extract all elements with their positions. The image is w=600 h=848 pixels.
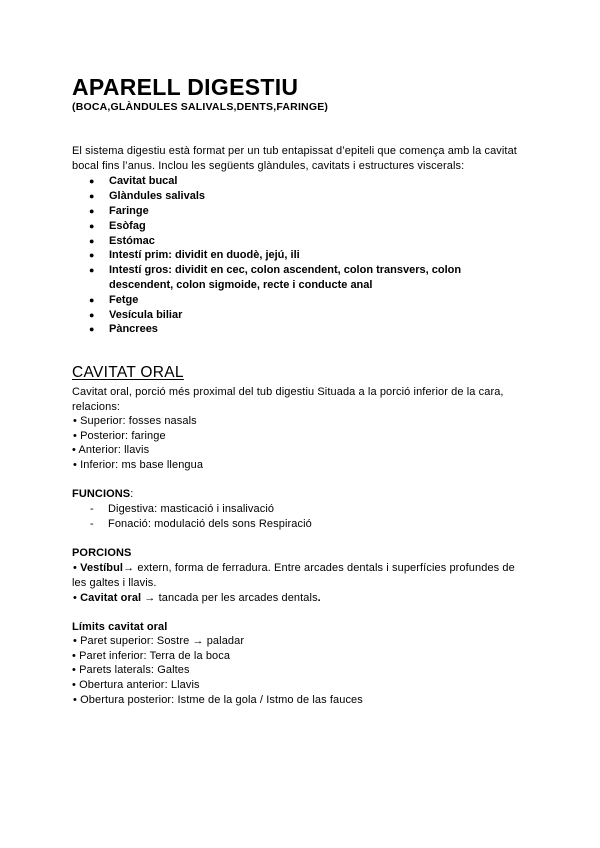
relation-inferior: • Inferior: ms base llengua xyxy=(73,459,204,471)
relation-posterior: • Posterior: faringe xyxy=(73,430,166,442)
funcions-item: - Digestiva: masticació i insalivació xyxy=(90,503,275,515)
relation-anterior: • Anterior: llavis xyxy=(72,444,150,456)
cavitat-desc-line-2: relacions: xyxy=(72,401,121,413)
porcio-cavitat-oral: • Cavitat oral → tancada per les arcades dentals. xyxy=(73,592,321,604)
intro-line-2: bocal fins l’anus. Inclou les següents glàndules, cavitats i estructures viscerals: xyxy=(72,160,465,172)
page-title: APARELL DIGESTIU xyxy=(72,74,299,100)
cavitat-desc-line-1: Cavitat oral, porció més proximal del tub digestiu Situada a la porció inferior de la cara, xyxy=(72,386,504,398)
page-subtitle: (BOCA,GLÀNDULES SALIVALS,DENTS,FARINGE) xyxy=(72,101,329,113)
limits-heading: Límits cavitat oral xyxy=(72,621,168,633)
limit-item: • Paret inferior: Terra de la boca xyxy=(72,650,231,662)
intro-line-1: El sistema digestiu està format per un tub entapissat d’epiteli que comença amb la cavitat xyxy=(72,145,517,157)
porcio-vestibul: • Vestíbul→ extern, forma de ferradura. Entre arcades dentals i superfícies profundes de xyxy=(73,562,515,574)
relation-superior: • Superior: fosses nasals xyxy=(73,415,197,427)
list-item-continuation: descendent, colon sigmoide, recte i conducte anal xyxy=(109,279,373,291)
porcio-vestibul-cont: les galtes i llavis. xyxy=(72,577,157,589)
section-title-cavitat-oral: CAVITAT ORAL xyxy=(72,364,184,381)
porcions-heading: PORCIONS xyxy=(72,547,132,559)
limit-item: • Paret superior: Sostre → paladar xyxy=(73,635,245,647)
limit-item: • Obertura posterior: Istme de la gola / Istmo de las fauces xyxy=(73,694,363,706)
limit-item: • Parets laterals: Galtes xyxy=(72,664,190,676)
funcions-heading: FUNCIONS: xyxy=(72,488,134,500)
limit-item: • Obertura anterior: Llavis xyxy=(72,679,200,691)
document-page: APARELL DIGESTIU (BOCA,GLÀNDULES SALIVALS,DENTS,FARINGE) El sistema digestiu està format per un tub entapissat d’epiteli que comença amb la cavitat bocal fins l’anus. Inclou les següents glàndules, cavitats i estructures viscerals: ● Cavitat bucal ● Glàndules salivals ● Faringe ● Esòfag ● Estómac ● Intestí prim: dividit en duodè, jejú, ili ● Intestí gros: dividit en cec, colon ascendent, colon transvers, colon descendent, colon sigmoide, recte i conducte anal ● Fetge ● Vesícula biliar ● Pàncrees CAVITAT ORAL Cavitat oral, porció més proximal del tub digestiu Situada a la porció inferior de la cara, relacions: • Superior: fosses nasals • Posterior: faringe • Anterior: llavis • Inferior: ms base llengua FUNCIONS: - Digestiva: masticació i insalivació - Fonació: modulació dels sons Respiració PORCIONS • Vestíbul→ extern, forma de ferradura. Entre arcades dentals i superfícies profundes de les galtes i llavis. • Cavitat oral → tancada per les arcades dentals. Límits cavitat oral • Paret superior: Sostre → paladar • Paret inferior: Terra de la boca • Parets laterals: Galtes • Obertura anterior: Llavis • Obertura posterior: Istme de la gola / Istmo de las fauces xyxy=(72,74,517,706)
funcions-item: - Fonació: modulació dels sons Respiració xyxy=(90,518,312,530)
